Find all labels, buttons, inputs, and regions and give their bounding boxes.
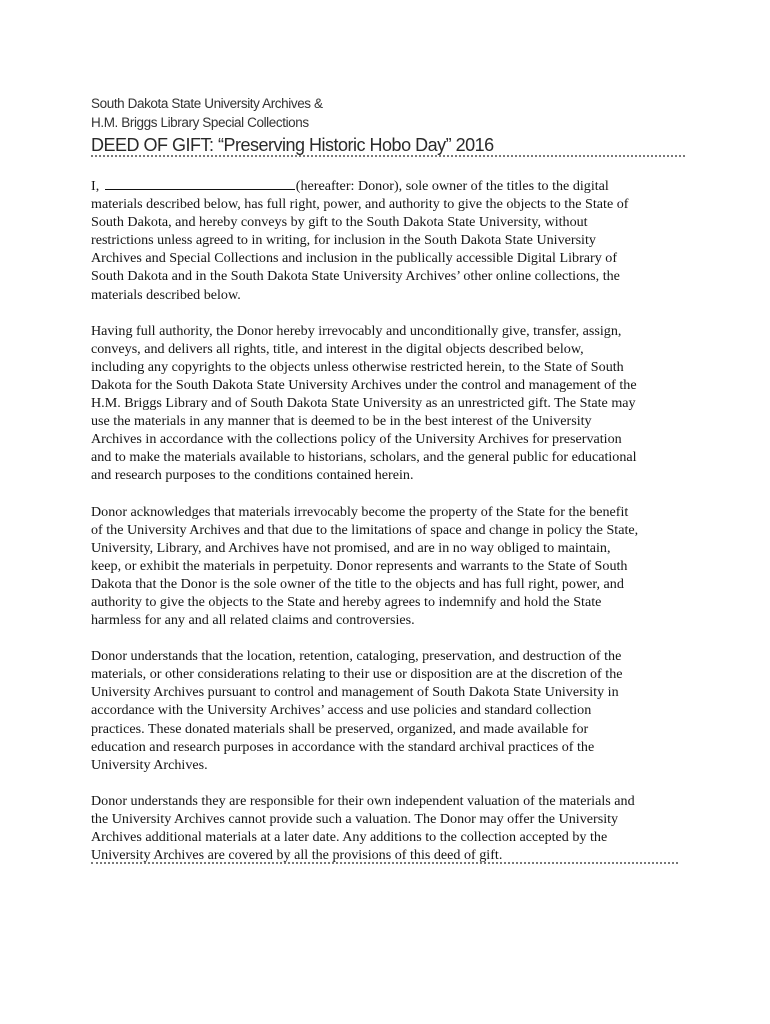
bottom-divider: [91, 862, 678, 864]
paragraph-donor-intro: [91, 176, 685, 304]
paragraph-valuation: Donor understands they are responsible for their own independent valuation of the materials and the University Archives cannot provide such a valuation. The Donor may offer the University Archives additional materials at a later date. Any additions to the collection accepted by the University Archives are covered by all the provisions of this deed of gift.: [91, 792, 635, 864]
paragraph-discretion: Donor understands that the location, retention, cataloging, preservation, and destruction of the materials, or other considerations relating to their use or disposition are at the discretion of the University Archives pursuant to control and management of South Dakota State University in accordance with the University Archives’ access and use policies and standard collection practices. These donated materials shall be preserved, organized, and made available for education and research purposes in accordance with the standard archival practices of the University Archives.: [91, 648, 623, 773]
org-line-archives: South Dakota State University Archives &: [91, 96, 323, 111]
paragraph-acknowledgement: Donor acknowledges that materials irrevocably become the property of the State for the benefit of the University Archives and that due to the limitations of space and change in policy the State, University, Library, and Archives have not promised, and are in no way obliged to maintain, keep, or exhibit the materials in perpetuity. Donor represents and warrants to the State of South Dakota that the Donor is the sole owner of the title to the objects and has full right, power, and authority to give the objects to the State and hereby agrees to indemnify and hold the State harmless for any and all related claims and controversies.: [91, 503, 639, 629]
paragraph-authority: Having full authority, the Donor hereby irrevocably and unconditionally give, transfer, assign, conveys, and delivers all rights, title, and interest in the digital objects described below, including any copyrights to the objects unless otherwise restricted herein, to the State of South Dakota for the South Dakota State University Archives under the control and management of the H.M. Briggs Library and of South Dakota State University as an unrestricted gift. The State may use the materials in any manner that is deemed to be in the best interest of the University Archives in accordance with the collections policy of the University Archives for preservation and to make the materials available to historians, scholars, and the general public for educational and research purposes to the conditions contained herein.: [91, 322, 637, 484]
document-header: [91, 94, 691, 158]
document-body: [91, 176, 685, 882]
donor-name-blank[interactable]: [105, 176, 295, 190]
donor-prefix: I,: [91, 178, 103, 194]
donor-intro-text: (hereafter: Donor), sole owner of the titles to the digital materials described below, has full right, power, and authority to give the objects to the State of South Dakota, and hereby conveys by gift to the South Dakota State University, without restrictions unless agreed to in writing, for inclusion in the South Dakota State University Archives and Special Collections and inclusion in the publically accessible Digital Library of South Dakota and in the South Dakota State University Archives’ other online collections, the materials described below.: [91, 178, 629, 303]
title-divider: [91, 155, 685, 157]
org-line-library: H.M. Briggs Library Special Collections: [91, 115, 309, 130]
deed-title: DEED OF GIFT: “Preserving Historic Hobo Day” 2016: [91, 135, 494, 155]
